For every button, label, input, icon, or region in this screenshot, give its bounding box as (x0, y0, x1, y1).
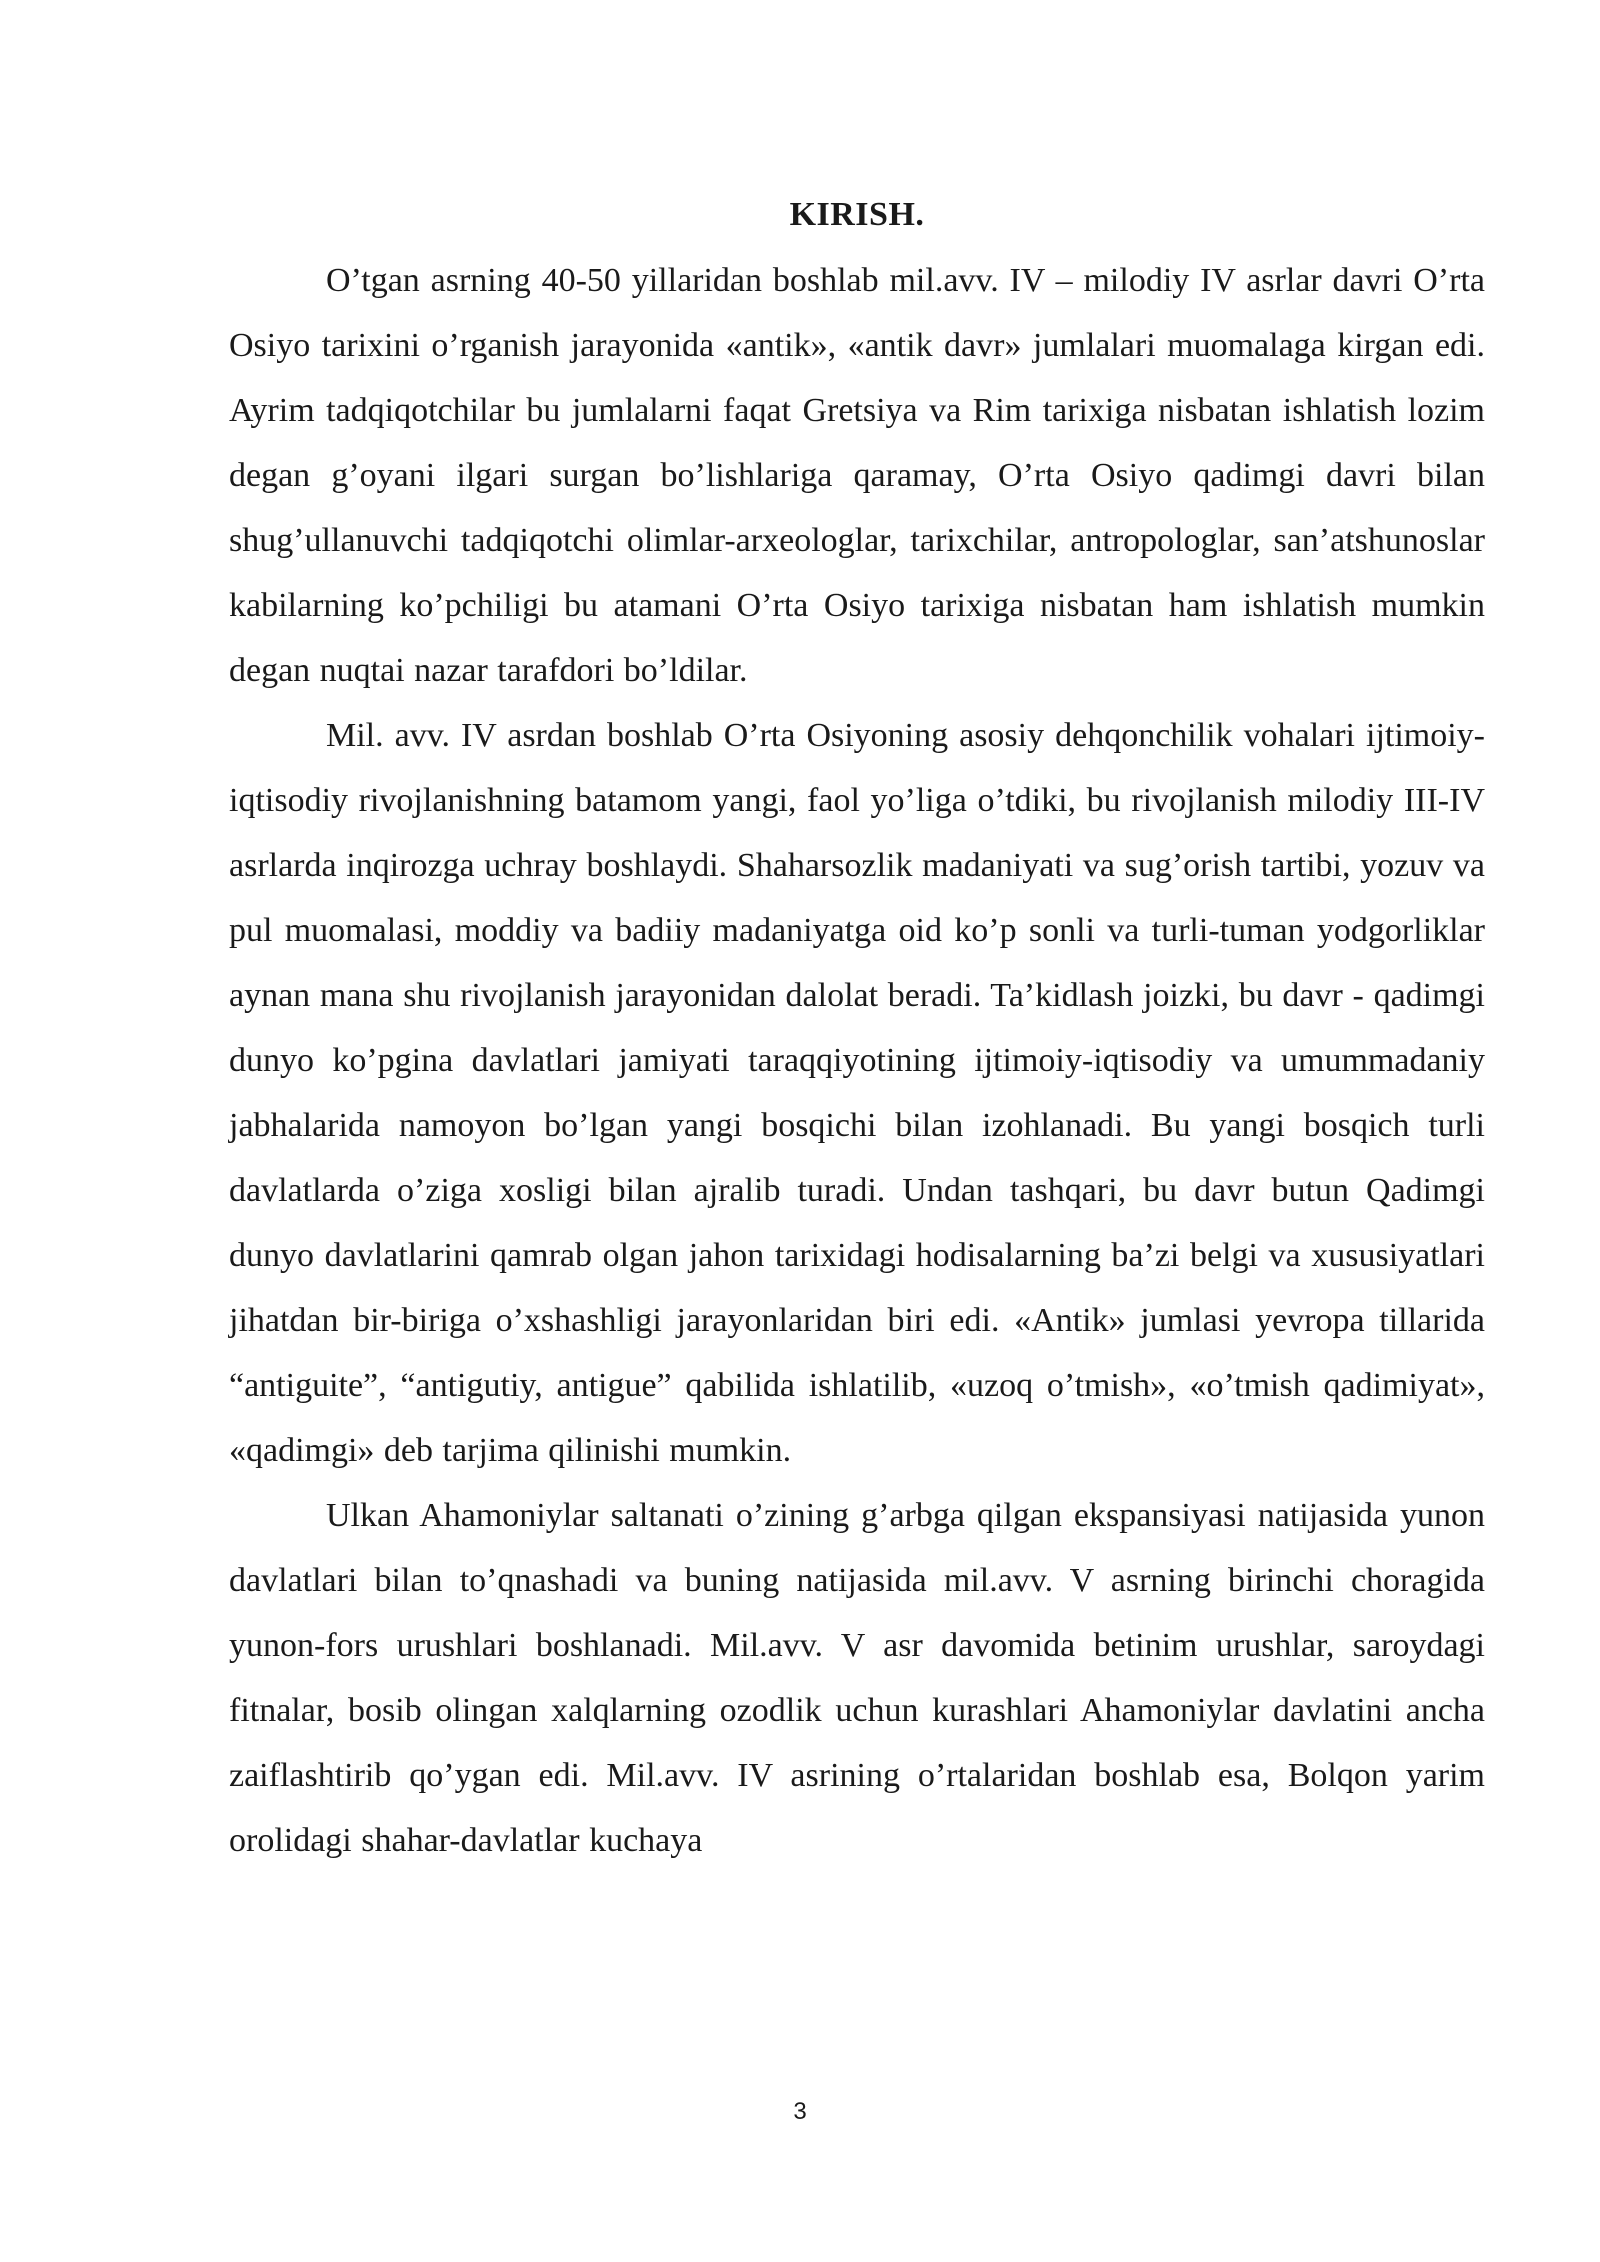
section-title: KIRISH. (789, 196, 925, 233)
paragraph-2: Mil. avv. IV asrdan boshlab O’rta Osiyoning asosiy dehqonchilik vohalari ijtimoiy-iqtisodiy rivojlanishning batamom yangi, faol yo’liga o’tdiki, bu rivojlanish milodiy III-IV asrlarda inqirozga uchray boshlaydi. Shaharsozlik madaniyati va sug’orish tartibi, yozuv va pul muomalasi, moddiy va badiiy madaniyatga oid ko’p sonli va turli-tuman yodgorliklar aynan mana shu rivojlanish jarayonidan dalolat beradi. Ta’kidlash joizki, bu davr - qadimgi dunyo ko’pgina davlatlari jamiyati taraqqiyotining ijtimoiy-iqtisodiy va umummadaniy jabhalarida namoyon bo’lgan yangi bosqichi bilan izohlanadi. Bu yangi bosqich turli davlatlarda o’ziga xosligi bilan ajralib turadi. Undan tashqari, bu davr butun Qadimgi dunyo davlatlarini qamrab olgan jahon tarixidagi hodisalarning ba’zi belgi va xususiyatlari jihatdan bir-biriga o’xshashligi jarayonlaridan biri edi. «Antik» jumlasi yevropa tillarida “antiguite”, “antigutiy, antigue” qabilida ishlatilib, «uzoq o’tmish», «o’tmish qadimiyat», «qadimgi» deb tarjima qilinishi mumkin. (229, 717, 1485, 1469)
page-number: 3 (793, 2098, 807, 2125)
paragraph-1: O’tgan asrning 40-50 yillaridan boshlab mil.avv. IV – milodiy IV asrlar davri O’rta Osiyo tarixini o’rganish jarayonida «antik», «antik davr» jumlalari muomalaga kirgan edi. Ayrim tadqiqotchilar bu jumlalarni faqat Gretsiya va Rim tarixiga nisbatan ishlatish lozim degan g’oyani ilgari surgan bo’lishlariga qaramay, O’rta Osiyo qadimgi davri bilan shug’ullanuvchi tadqiqotchi olimlar-arxeologlar, tarixchilar, antropologlar, san’atshunoslar kabilarning ko’pchiligi bu atamani O’rta Osiyo tarixiga nisbatan ham ishlatish mumkin degan nuqtai nazar tarafdori bo’ldilar. (229, 262, 1485, 689)
page-content (229, 190, 1485, 1873)
paragraph-3: Ulkan Ahamoniylar saltanati o’zining g’arbga qilgan ekspansiyasi natijasida yunon davlatlari bilan to’qnashadi va buning natijasida mil.avv. V asrning birinchi choragida yunon-fors urushlari boshlanadi. Mil.avv. V asr davomida betinim urushlar, saroydagi fitnalar, bosib olingan xalqlarning ozodlik uchun kurashlari Ahamoniylar davlatini ancha zaiflashtirib qo’ygan edi. Mil.avv. IV asrining o’rtalaridan boshlab esa, Bolqon yarim orolidagi shahar-davlatlar kuchaya (229, 1497, 1485, 1859)
